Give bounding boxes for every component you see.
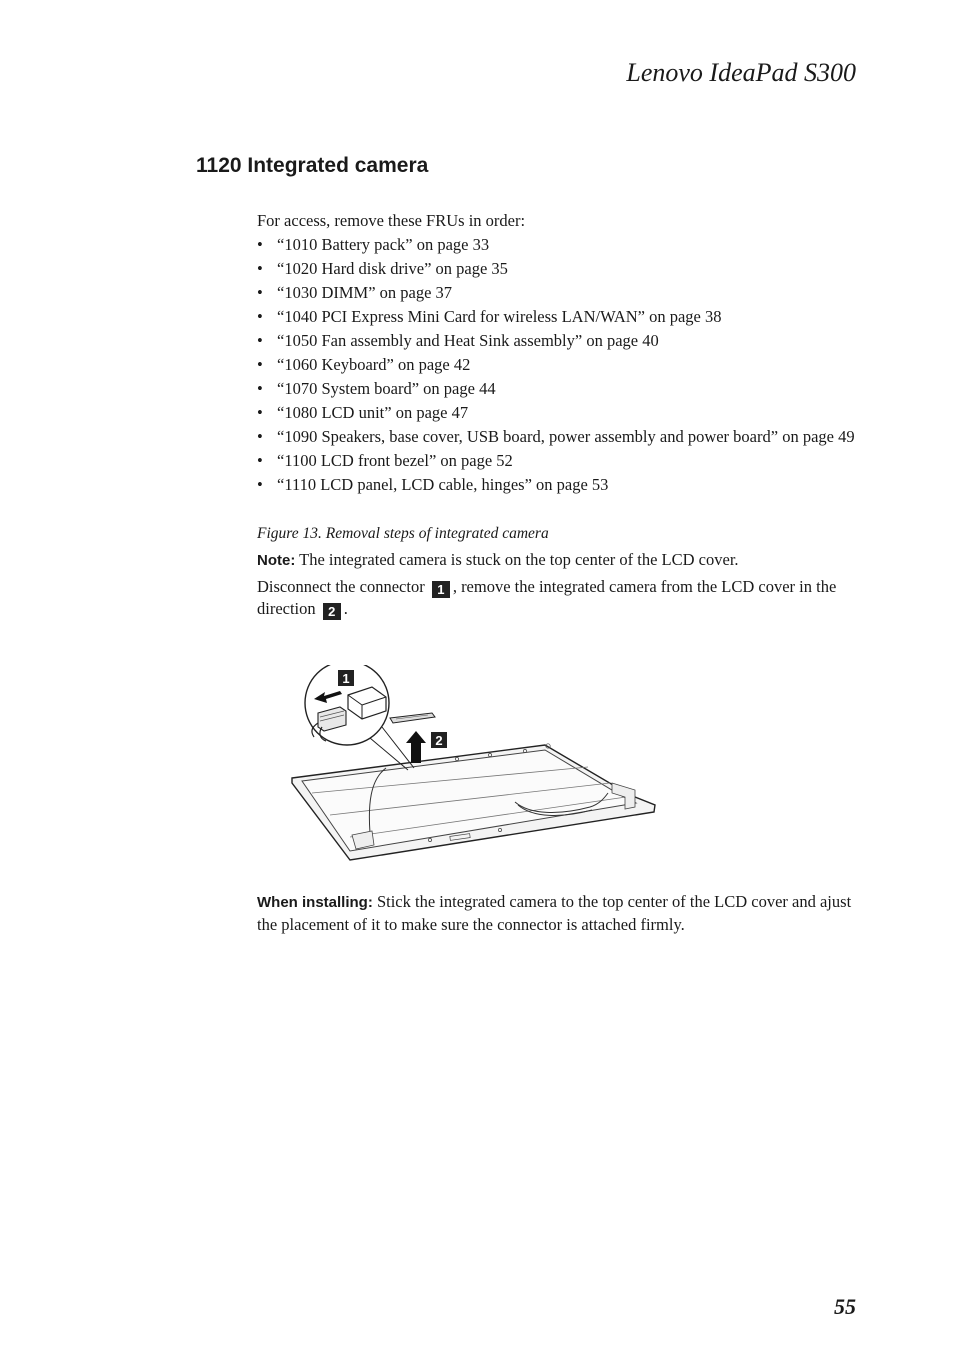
callout-1-label: 1 — [342, 671, 350, 686]
lcd-cover-illustration — [290, 665, 660, 865]
camera-module — [390, 713, 435, 723]
fru-list — [257, 234, 857, 496]
list-item: • “1100 LCD front bezel” on page 52 — [257, 450, 857, 472]
list-item: • “1040 PCI Express Mini Card for wireless LAN/WAN” on page 38 — [257, 306, 857, 328]
instruction-text: , remove the integrated camera from the LCD cover in the direction — [257, 577, 837, 618]
list-item: • “1030 DIMM” on page 37 — [257, 282, 857, 304]
callout-2: 2 — [323, 603, 341, 620]
note-text: The integrated camera is stuck on the top center of the LCD cover. — [295, 550, 739, 569]
instruction-paragraph — [257, 576, 857, 620]
note-label: Note: — [257, 552, 296, 569]
callout-1: 1 — [432, 581, 450, 598]
callout-2-label: 2 — [435, 733, 443, 748]
list-item: • “1080 LCD unit” on page 47 — [257, 402, 857, 424]
removal-figure — [290, 665, 660, 865]
access-intro: For access, remove these FRUs in order: — [257, 211, 526, 230]
install-text: Stick the integrated camera to the top center of the LCD cover and ajust the placement of it to make sure the connector is attached firmly. — [257, 892, 852, 934]
figure-caption: Figure 13. Removal steps of integrated camera — [257, 525, 549, 542]
list-item: • “1070 System board” on page 44 — [257, 378, 857, 400]
list-item: • “1110 LCD panel, LCD cable, hinges” on page 53 — [257, 474, 857, 496]
page-number: 55 — [834, 1294, 856, 1319]
list-item: • “1090 Speakers, base cover, USB board, power assembly and power board” on page 49 — [257, 426, 857, 448]
instruction-text: Disconnect the connector — [257, 577, 429, 596]
section-title: 1120 Integrated camera — [196, 154, 429, 177]
install-paragraph — [257, 891, 857, 936]
arrow-up-icon — [406, 731, 426, 763]
list-item: • “1050 Fan assembly and Heat Sink assembly” on page 40 — [257, 330, 857, 352]
install-label: When installing: — [257, 894, 373, 911]
running-head: Lenovo IdeaPad S300 — [626, 58, 856, 87]
list-item: • “1010 Battery pack” on page 33 — [257, 234, 857, 256]
content — [257, 210, 857, 624]
list-item: • “1060 Keyboard” on page 42 — [257, 354, 857, 376]
note-paragraph — [257, 549, 857, 572]
instruction-text: . — [343, 599, 348, 618]
list-item: • “1020 Hard disk drive” on page 35 — [257, 258, 857, 280]
